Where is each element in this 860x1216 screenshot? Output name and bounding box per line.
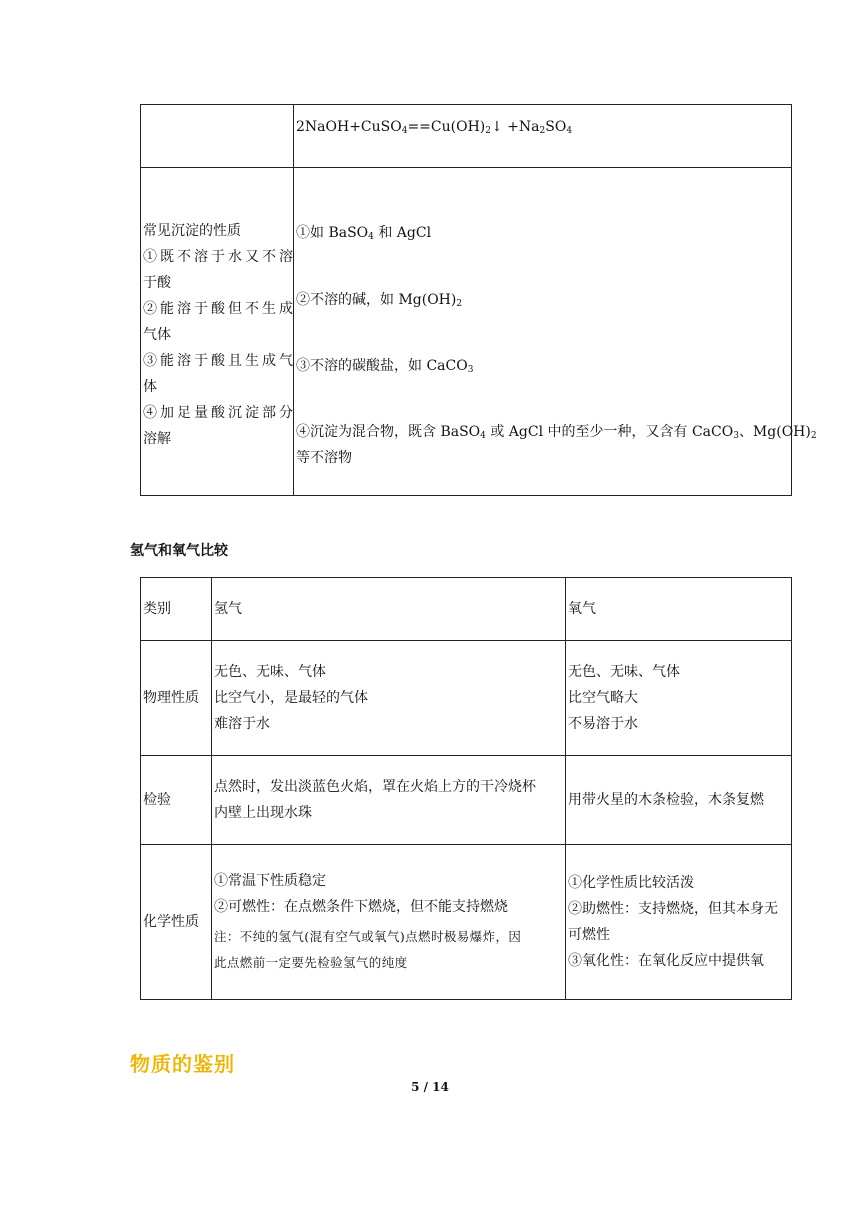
chemical-label: 化学性质 bbox=[141, 845, 212, 1000]
precipitate-examples bbox=[294, 168, 817, 496]
heading-substance-identification: 物质的鉴别 bbox=[130, 1052, 235, 1076]
chemical-hydrogen: ①常温下性质稳定 ②可燃性：在点燃条件下燃烧，但不能支持燃烧 注：不纯的氢气(混有空气或氧气)点燃时极易爆炸，因 此点燃前一定要先检验氢气的纯度 bbox=[212, 845, 566, 1000]
physical-hydrogen: 无色、无味、气体 比空气小，是最轻的气体 难溶于水 bbox=[212, 641, 566, 756]
header-hydrogen: 氢气 bbox=[212, 578, 566, 641]
example-4-cont: 等不溶物 bbox=[296, 450, 352, 466]
table-row bbox=[141, 641, 792, 756]
example-1: ①如 BaSO$_4$ 和 AgCl bbox=[296, 225, 432, 242]
table-row bbox=[141, 105, 792, 168]
chemical-oxygen: ①化学性质比较活泼 ②助燃性：支持燃烧，但其本身无 可燃性 ③氧化性：在氧化反应中提供氧 bbox=[566, 845, 792, 1000]
hydrogen-oxygen-table bbox=[140, 577, 792, 1000]
test-label: 检验 bbox=[141, 756, 212, 845]
table-cell-empty bbox=[141, 105, 294, 168]
example-2: ②不溶的碱，如 $Mg(OH)_2$ bbox=[296, 292, 463, 309]
test-hydrogen: 点然时，发出淡蓝色火焰，罩在火焰上方的干冷烧杯 内壁上出现水珠 bbox=[212, 756, 566, 845]
header-category: 类别 bbox=[141, 578, 212, 641]
header-oxygen: 氧气 bbox=[566, 578, 792, 641]
physical-oxygen: 无色、无味、气体 比空气略大 不易溶于水 bbox=[566, 641, 792, 756]
example-3: ③不溶的碳酸盐，如 CaCO$_3$ bbox=[296, 358, 474, 375]
reaction-formula: $2NaOH+CuSO_4==Cu(OH)_2↓ +Na_2SO_4$ bbox=[294, 105, 792, 168]
table-row bbox=[141, 845, 792, 1000]
example-4: ④沉淀为混合物，既含 BaSO$_4$ 或 AgCl 中的至少一种，又含有 CaCO$_3$、$Mg(OH)_2$ bbox=[296, 424, 817, 441]
table-row bbox=[141, 168, 792, 496]
precipitate-properties-label: 常见沉淀的性质 ①既不溶于水又不溶 于酸 ②能溶于酸但不生成 气体 ③能溶于酸且生成气 体 ④加足量酸沉淀部分 溶解 bbox=[141, 168, 294, 496]
safety-note: 注：不纯的氢气(混有空气或氧气)点燃时极易爆炸，因 bbox=[214, 929, 522, 944]
table-row bbox=[141, 756, 792, 845]
page-number: 5 / 14 bbox=[411, 1080, 449, 1094]
test-oxygen: 用带火星的木条检验，木条复燃 bbox=[566, 756, 792, 845]
table-row bbox=[141, 578, 792, 641]
physical-label: 物理性质 bbox=[141, 641, 212, 756]
section-title: 氢气和氧气比较 bbox=[130, 543, 228, 559]
precipitate-table bbox=[140, 104, 817, 496]
